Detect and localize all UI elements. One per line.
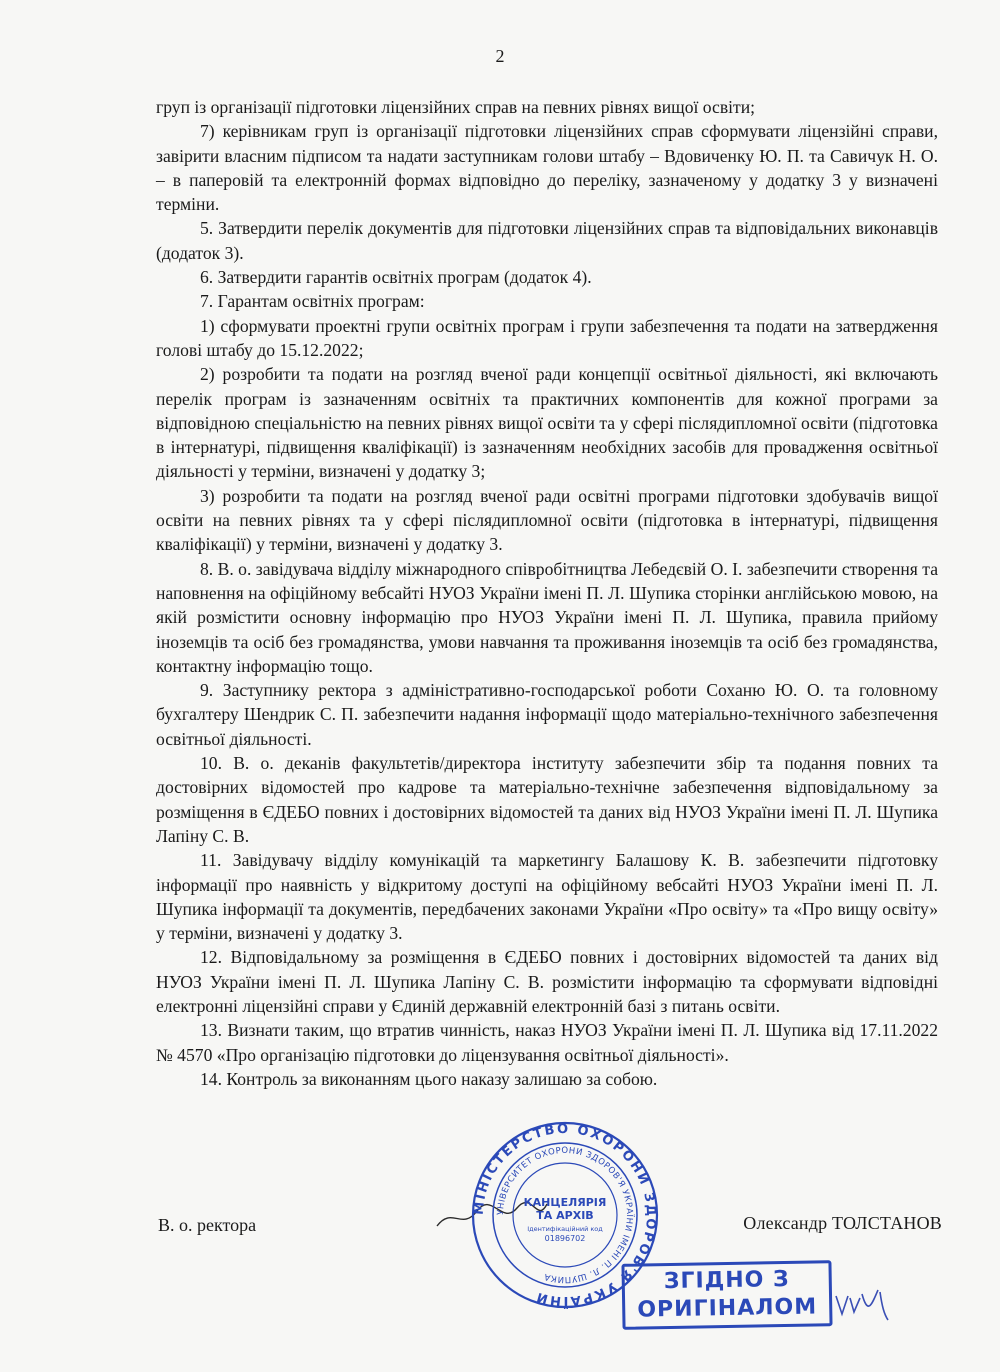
stamp-line-2: ОРИГІНАЛОМ: [637, 1294, 818, 1323]
document-body: [156, 95, 938, 1091]
paragraph: 12. Відповідальному за розміщення в ЄДЕБО повних і достовірних відомостей та даних від НУОЗ України імені П. Л. Шупика Лапіну С. В. розмістити інформацію та сформувати відповідні електронні ліцензійні справи у Єдиній державній електронній базі з питань освіти.: [156, 947, 938, 1016]
paragraph: 13. Визнати таким, що втратив чинність, наказ НУОЗ України імені П. Л. Шупика від 17.11.2022 № 4570 «Про організацію підготовки до ліцензування освітньої діяльності».: [156, 1020, 938, 1065]
paragraph: 5. Затвердити перелік документів для підготовки ліцензійних справ та відповідальних виконавців (додаток 3).: [156, 218, 938, 263]
svg-text:МІНІСТЕРСТВО ОХОРОНИ ЗДОРОВ'Я: МІНІСТЕРСТВО ОХОРОНИ ЗДОРОВ'Я УКРАЇНИ: [471, 1121, 659, 1309]
paragraph: 1) сформувати проектні групи освітніх програм і групи забезпечення та подати на затвердження голові штабу до 15.12.2022;: [156, 315, 938, 360]
svg-text:ТА АРХІВ: ТА АРХІВ: [536, 1209, 594, 1222]
svg-text:Ідентифікаційний код: Ідентифікаційний код: [527, 1225, 603, 1233]
paragraph: груп із організації підготовки ліцензійних справ на певних рівнях вищої освіти;: [156, 97, 756, 117]
paragraph: 11. Завідувачу відділу комунікацій та маркетингу Балашову К. В. забезпечити підготовку інформації про наявність у відкритому доступі на офіційному вебсайті НУОЗ України імені П. Л. Шупика інформації та документів, передбачених законами України «Про освіту» та «Про вищу освіту» у терміни, визначені у додатку 3.: [156, 850, 938, 944]
svg-text:01896702: 01896702: [544, 1234, 586, 1243]
certification-signature: [832, 1284, 892, 1324]
svg-text:УНІВЕРСИТЕТ ОХОРОНИ ЗДОРОВ'Я У: УНІВЕРСИТЕТ ОХОРОНИ ЗДОРОВ'Я УКРАЇНИ ІМЕНІ П. Л. ШУПИКА: [495, 1145, 635, 1285]
stamp-line-1: ЗГІДНО З: [663, 1266, 790, 1295]
paragraph: 9. Заступнику ректора з адміністративно-господарської роботи Соханю Ю. О. та головному бухгалтеру Шендрик С. П. забезпечити надання інформації щодо матеріально-технічного забезпечення освітньої діяльності.: [156, 680, 938, 749]
page-number: 2: [495, 46, 505, 66]
certified-copy-stamp: [621, 1260, 832, 1330]
signatory-name: Олександр ТОЛСТАНОВ: [743, 1213, 942, 1233]
signatory-position: В. о. ректора: [158, 1215, 257, 1235]
paragraph: 10. В. о. деканів факультетів/директора інституту забезпечити збір та подання повних та достовірних відомостей про кадрове та матеріально-технічне забезпечення відповідальному за розміщення в ЄДЕБО повних і достовірних відомостей та даних від НУОЗ України імені П. Л. Шупика Лапіну С. В.: [156, 753, 938, 846]
paragraph: 3) розробити та подати на розгляд вченої ради освітні програми підготовки здобувачів вищої освіти на певних рівнях та у сфері післядипломної освіти (підготовка в інтернатурі, підвищення кваліфікації) у терміни, визначені у додатку 3.: [156, 485, 938, 555]
paragraph: 7. Гарантам освітніх програм:: [200, 291, 425, 312]
svg-text:КАНЦЕЛЯРІЯ: КАНЦЕЛЯРІЯ: [523, 1196, 607, 1209]
paragraph: 14. Контроль за виконанням цього наказу залишаю за собою.: [200, 1068, 658, 1089]
paragraph: 8. В. о. завідувача відділу міжнародного співробітництва Лебедєвій О. І. забезпечити створення та наповнення на офіційному вебсайті НУОЗ України імені П. Л. Шупика сторінки англійською мовою, на якій розмістити основну інформацію про НУОЗ України імені П. Л. Шупика, правила прийому іноземців та осіб без громадянства, умови навчання та проживання іноземців та осіб без громадянства, контактну інформацію тощо.: [156, 558, 938, 676]
paragraph: 6. Затвердити гарантів освітніх програм (додаток 4).: [200, 267, 592, 288]
paragraph: 2) розробити та подати на розгляд вченої ради концепції освітньої діяльності, які включають перелік програм із зазначенням освітніх та практичних компонентів для кожної програми за відповідною спеціальністю на певних рівнях вищої освіти та у сфері післядипломної освіти (підготовка в інтернатурі, підвищення кваліфікації) із зазначенням необхідних засобів для провадження освітньої діяльності у терміни, визначені у додатку 3;: [156, 364, 938, 482]
paragraph: 7) керівникам груп із організації підготовки ліцензійних справ сформувати ліцензійні справи, завірити власним підписом та надати заступникам голови штабу – Вдовиченку Ю. П. та Савичук Н. О. – в паперовій та електронній формах відповідно до переліку, зазначеному у додатку 3 у визначені терміни.: [156, 121, 938, 215]
